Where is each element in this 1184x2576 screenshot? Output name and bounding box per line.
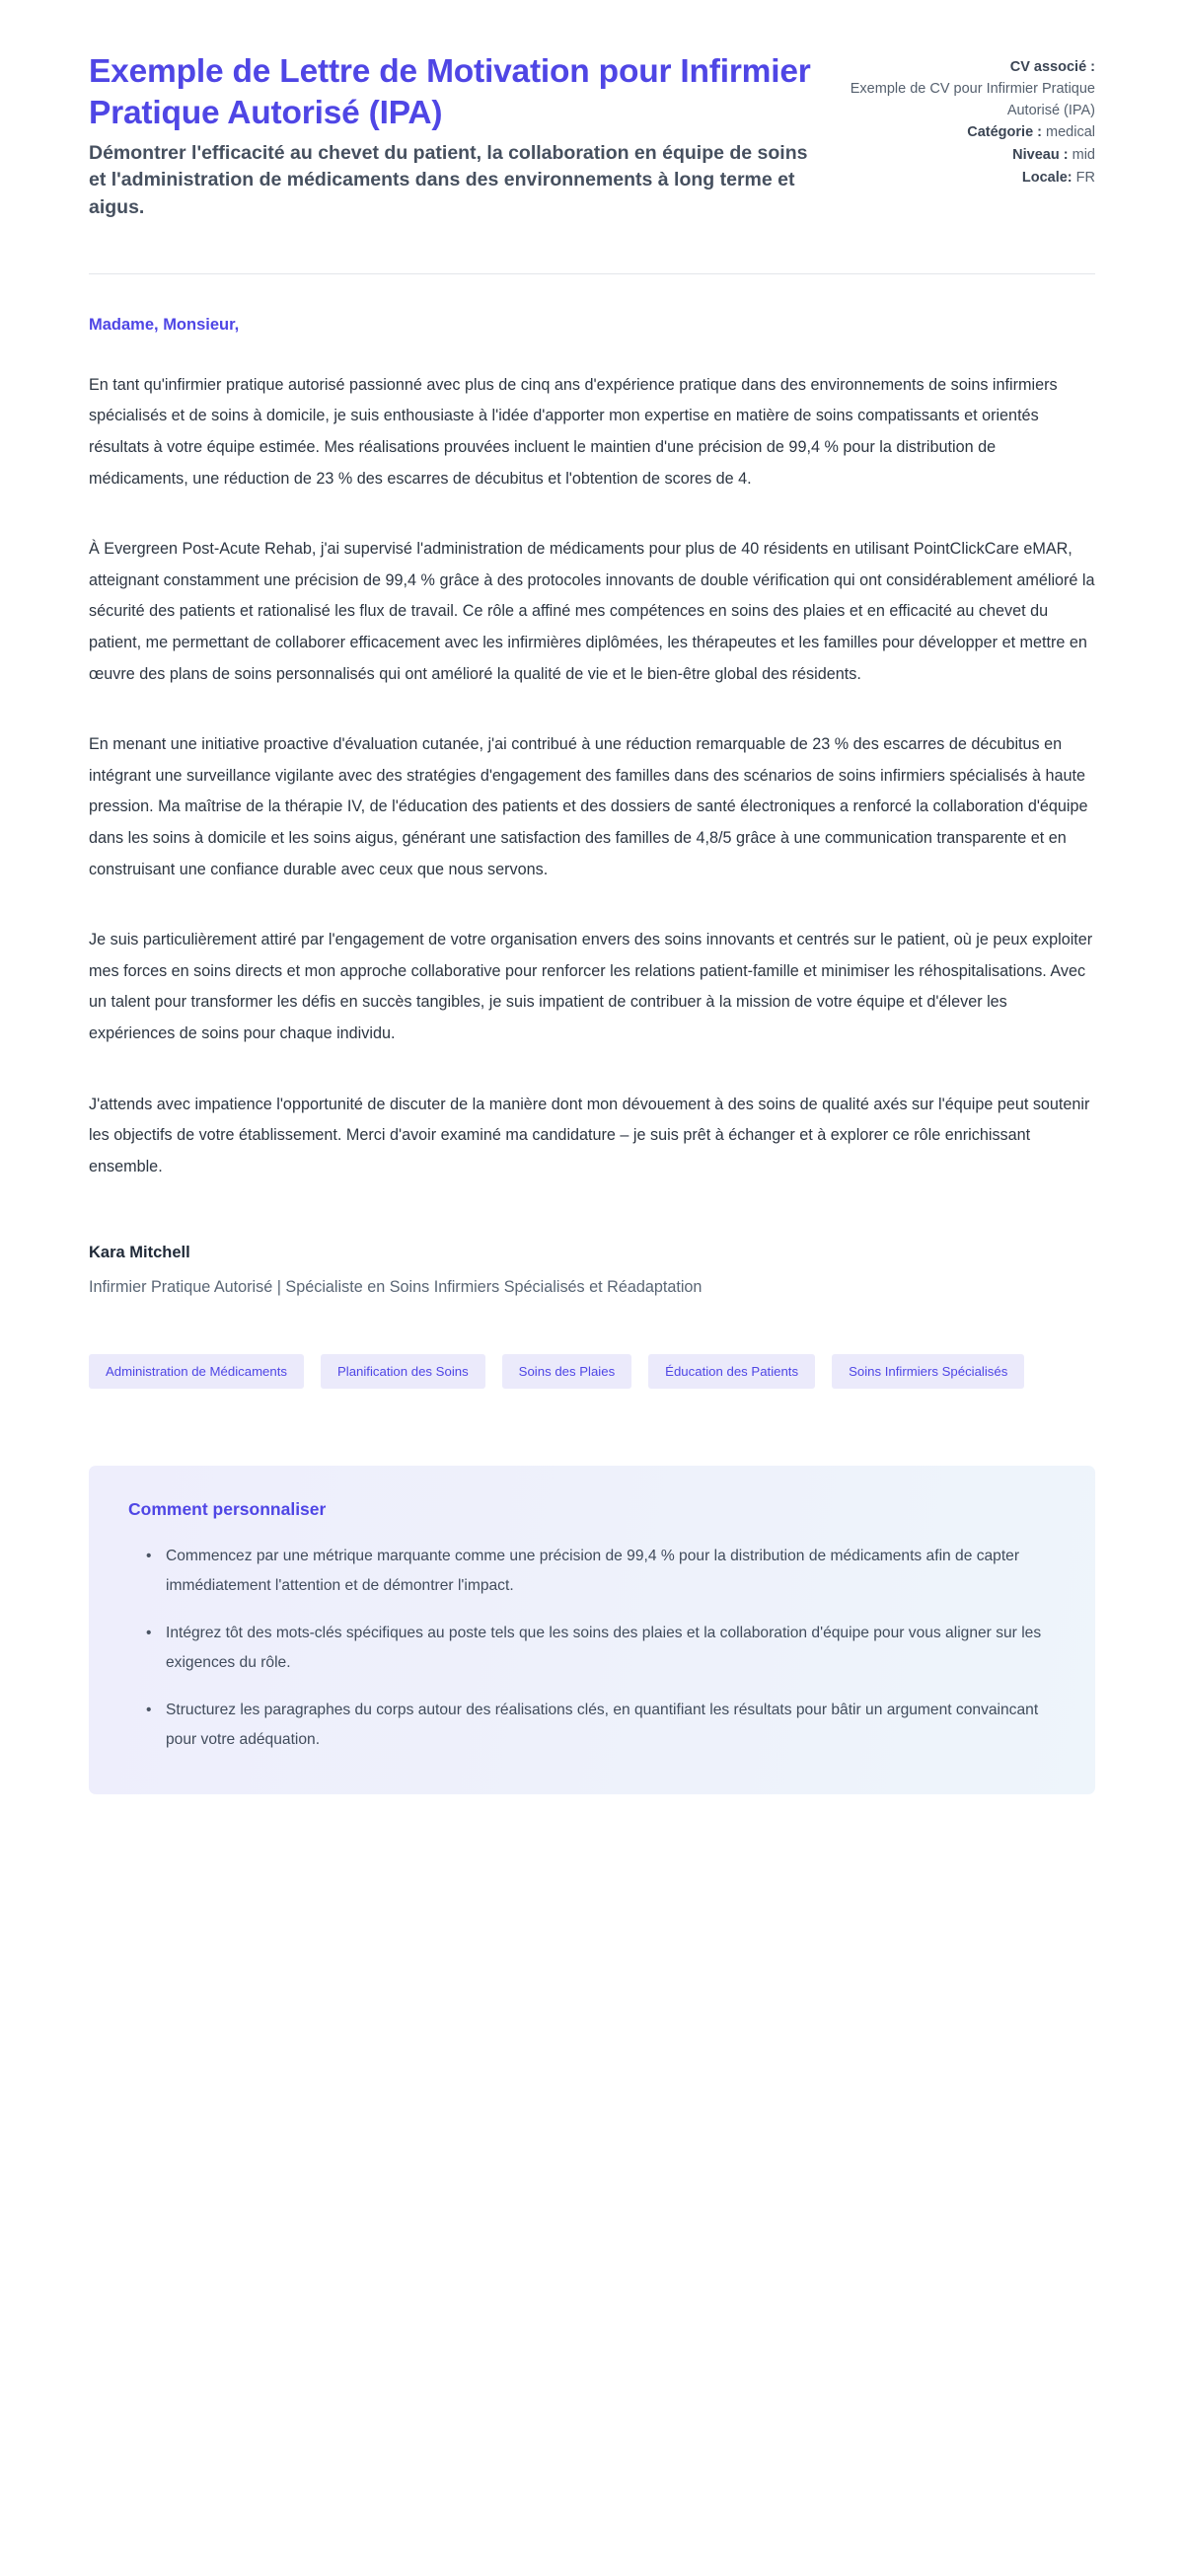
document-header: [89, 51, 1095, 222]
meta-category-value: medical: [1046, 124, 1095, 141]
meta-associated-cv: [849, 57, 1095, 121]
meta-level: [849, 145, 1095, 167]
header-text-block: [89, 51, 813, 222]
callout-tip-item: • Commencez par une métrique marquante comme une précision de 99,4 % pour la distribution de médicaments afin de capter immédiatement l'attention et de démontrer l'impact.: [152, 1542, 1056, 1601]
page-title: Exemple de Lettre de Motivation pour Infirmier Pratique Autorisé (IPA): [89, 53, 811, 131]
letter-salutation: Madame, Monsieur,: [89, 315, 240, 334]
skill-tag[interactable]: Soins Infirmiers Spécialisés: [832, 1354, 1024, 1389]
meta-associated-cv-label: CV associé :: [1009, 59, 1095, 75]
skill-tag[interactable]: Planification des Soins: [321, 1354, 485, 1389]
letter-paragraph: Je suis particulièrement attiré par l'engagement de votre organisation envers des soins innovants et centrés sur le patient, où je peux exploiter mes forces en soins directs et mon approche collaborative pour renforcer les relations patient-famille et minimiser les réhospitalisations. Avec un talent pour transformer les défis en succès tangibles, je suis impatient de contribuer à la mission de votre équipe et d'élever les expériences de soins pour chaque individu.: [89, 931, 1093, 1042]
skill-tag[interactable]: Soins des Plaies: [502, 1354, 632, 1389]
meta-level-label: Niveau :: [1012, 147, 1069, 163]
cover-letter-body: [89, 274, 1095, 1297]
signature-role: Infirmier Pratique Autorisé | Spécialiste en Soins Infirmiers Spécialisés et Réadaptation: [89, 1278, 703, 1297]
callout-tip-item: • Intégrez tôt des mots-clés spécifiques au poste tels que les soins des plaies et la collaboration d'équipe pour vous aligner sur les exigences du rôle.: [152, 1619, 1056, 1678]
customization-callout: [89, 1466, 1095, 1794]
meta-locale-value: FR: [1075, 169, 1095, 186]
callout-tip-list: [128, 1542, 1056, 1755]
signature-name: Kara Mitchell: [89, 1244, 190, 1262]
content-container: [89, 0, 1095, 1794]
skill-tag[interactable]: Éducation des Patients: [648, 1354, 815, 1389]
meta-category: [849, 122, 1095, 144]
meta-locale-label: Locale:: [1021, 169, 1073, 186]
callout-tip-item: • Structurez les paragraphes du corps autour des réalisations clés, en quantifiant les résultats pour bâtir un argument convaincant pour votre adéquation.: [152, 1696, 1056, 1755]
callout-title: Comment personnaliser: [128, 1499, 327, 1520]
page-subtitle: Démontrer l'efficacité au chevet du patient, la collaboration en équipe de soins et l'administration de médicaments dans des environnements à long terme et aigus.: [89, 141, 808, 219]
meta-locale: [849, 168, 1095, 189]
skill-tag-list: [89, 1354, 1056, 1389]
meta-category-label: Catégorie :: [967, 124, 1042, 141]
signature-block: [89, 1244, 1095, 1297]
letter-paragraph: En menant une initiative proactive d'évaluation cutanée, j'ai contribué à une réduction remarquable de 23 % des escarres de décubitus en intégrant une surveillance vigilante avec des stratégies d'engagement des familles dans des scénarios de soins infirmiers spécialisés à haute pression. Ma maîtrise de la thérapie IV, de l'éducation des patients et des dossiers de santé électroniques a renforcé la collaboration d'équipe dans les soins à domicile et les soins aigus, générant une satisfaction des familles de 4,8/5 grâce à une communication transparente et en construisant une confiance durable avec ceux que nous servons.: [89, 735, 1088, 878]
letter-paragraph: En tant qu'infirmier pratique autorisé passionné avec plus de cinq ans d'expérience pratique dans des environnements de soins infirmiers spécialisés et de soins à domicile, je suis enthousiaste à l'idée d'apporter mon expertise en matière de soins compatissants et orientés résultats à votre équipe estimée. Mes réalisations prouvées incluent le maintien d'une précision de 99,4 % pour la distribution de médicaments, une réduction de 23 % des escarres de décubitus et l'obtention de scores de 4.: [89, 375, 1058, 488]
letter-paragraph: À Evergreen Post-Acute Rehab, j'ai supervisé l'administration de médicaments pour plus de 40 résidents en utilisant PointClickCare eMAR, atteignant constamment une précision de 99,4 % grâce à des protocoles innovants de double vérification qui ont considérablement amélioré la sécurité des patients et rationalisé les flux de travail. Ce rôle a affiné mes compétences en soins des plaies et en efficacité au chevet du patient, me permettant de collaborer efficacement avec les infirmières diplômées, les thérapeutes et les familles pour développer et mettre en œuvre des plans de soins personnalisés qui ont amélioré la qualité de vie et le bien-être global des résidents.: [89, 540, 1095, 683]
letter-paragraph: J'attends avec impatience l'opportunité de discuter de la manière dont mon dévouement à des soins de qualité axés sur l'équipe peut soutenir les objectifs de votre établissement. Merci d'avoir examiné ma candidature – je suis prêt à échanger et à explorer ce rôle enrichissant ensemble.: [89, 1095, 1090, 1175]
document-metadata: [849, 51, 1095, 190]
meta-associated-cv-value: Exemple de CV pour Infirmier Pratique Autorisé (IPA): [850, 80, 1095, 118]
meta-level-value: mid: [1072, 147, 1095, 163]
skill-tag[interactable]: Administration de Médicaments: [89, 1354, 304, 1389]
